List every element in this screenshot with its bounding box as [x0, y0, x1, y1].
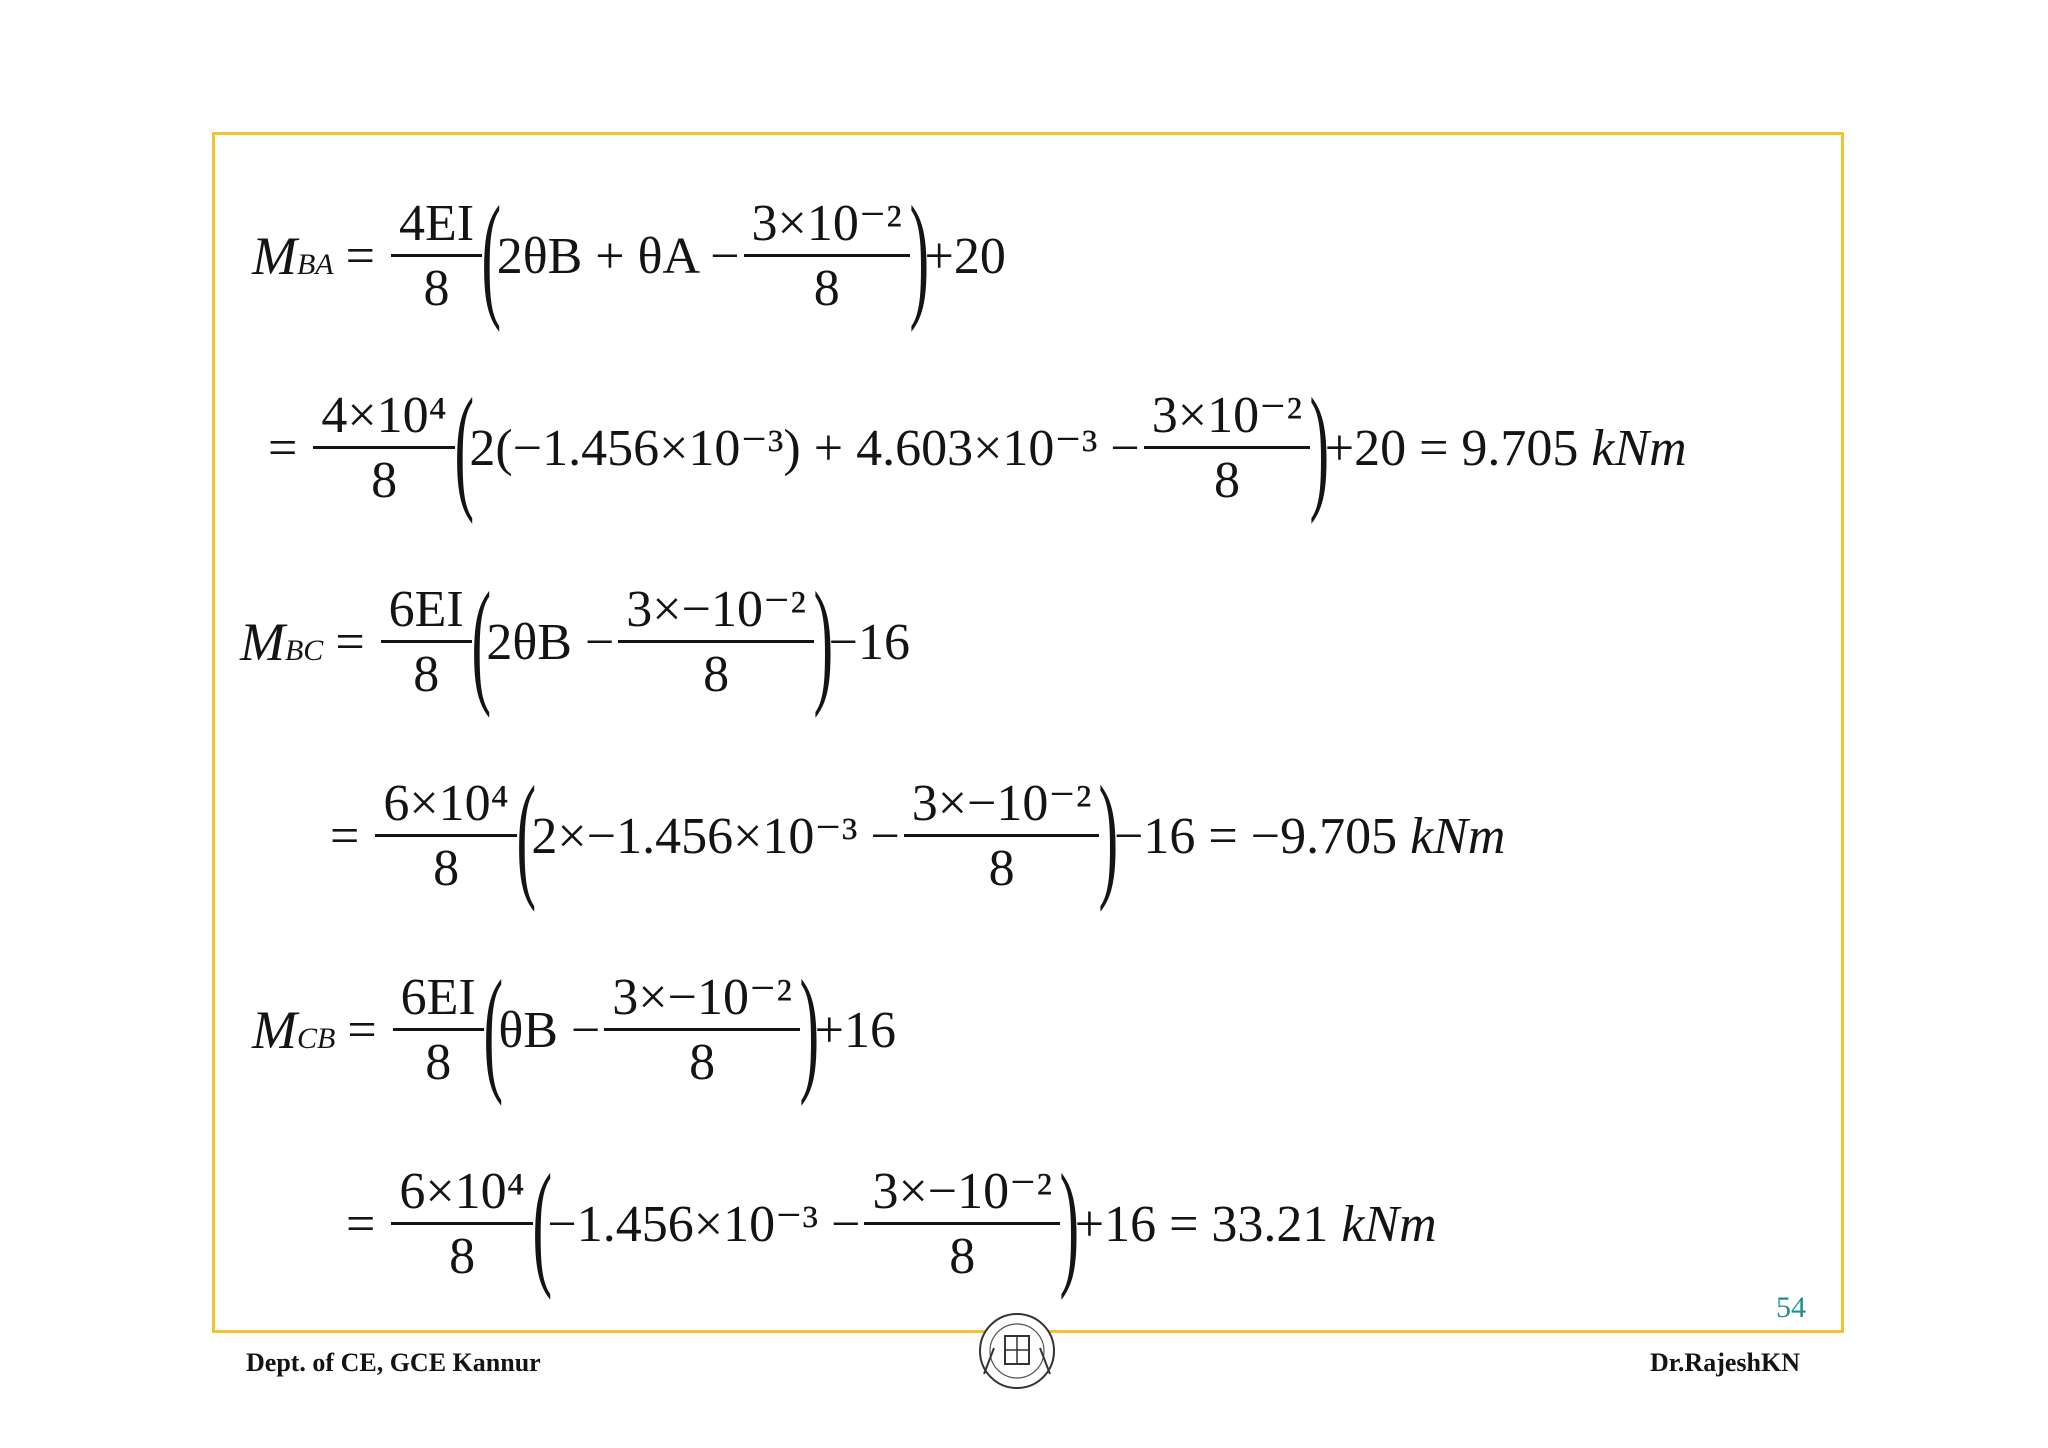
- footer-author: Dr.RajeshKN: [1650, 1348, 1800, 1377]
- settlement-fraction: [618, 580, 814, 703]
- fraction-denominator: 8: [423, 259, 450, 317]
- fraction-denominator: 8: [425, 1033, 452, 1091]
- footer-department: Dept. of CE, GCE Kannur: [246, 1348, 541, 1377]
- page-number: 54: [1776, 1291, 1806, 1324]
- close-paren: ): [813, 564, 834, 719]
- equation-mba-formula: [252, 178, 1006, 333]
- fraction-numerator: 6EI: [381, 584, 472, 643]
- fraction-numerator: 4EI: [391, 198, 482, 257]
- lhs-mcb: [252, 999, 335, 1061]
- close-paren: ): [799, 952, 820, 1107]
- fraction-numerator: 3×10⁻²: [1144, 390, 1310, 449]
- fraction-denominator: 8: [1213, 451, 1240, 509]
- close-paren: ): [1059, 1146, 1080, 1301]
- result: [1325, 419, 1687, 478]
- equals-sign: =: [346, 1195, 376, 1253]
- fraction-numerator: 3×−10⁻²: [618, 584, 814, 643]
- fixed-end-moment: +20: [924, 227, 1006, 285]
- result-value: +16 = 33.21: [1074, 1195, 1329, 1253]
- equals-sign: =: [345, 227, 375, 285]
- close-paren: ): [909, 178, 930, 333]
- fraction-denominator: 8: [689, 1033, 716, 1091]
- equation-mbc-numeric: [318, 758, 1506, 913]
- fixed-end-moment: +16: [814, 1001, 896, 1059]
- fraction-numerator: 3×−10⁻²: [904, 778, 1100, 837]
- result-unit: kNm: [1410, 807, 1506, 865]
- fraction-denominator: 8: [371, 451, 398, 509]
- moment-subscript: BC: [284, 634, 324, 667]
- equals-sign: =: [347, 1001, 377, 1059]
- equals-sign: =: [268, 419, 298, 477]
- fraction-numerator: 3×−10⁻²: [864, 1166, 1060, 1225]
- result-unit: kNm: [1341, 1195, 1437, 1253]
- moment-symbol: M: [240, 612, 285, 672]
- open-paren: (: [532, 1146, 552, 1301]
- bracket-body: θB −: [498, 1001, 601, 1059]
- result-unit: kNm: [1591, 419, 1687, 477]
- result-value: −16 = −9.705: [1114, 807, 1398, 865]
- bracket-body: 2×−1.456×10⁻³ −: [531, 808, 900, 865]
- result: [1075, 1195, 1437, 1254]
- moment-subscript: CB: [296, 1022, 336, 1055]
- moment-symbol: M: [252, 226, 297, 286]
- equals-sign: =: [330, 807, 360, 865]
- equation-mba-numeric: [256, 370, 1687, 525]
- result: [1114, 807, 1505, 866]
- bracket-body: 2θB + θA −: [496, 227, 740, 285]
- stiffness-fraction: [391, 1162, 532, 1285]
- fraction-denominator: 8: [413, 645, 440, 703]
- fraction-numerator: 6EI: [393, 972, 484, 1031]
- fraction-denominator: 8: [703, 645, 730, 703]
- fraction-denominator: 8: [949, 1227, 976, 1285]
- settlement-fraction: [1144, 386, 1310, 509]
- result-value: +20 = 9.705: [1324, 419, 1579, 477]
- open-paren: (: [454, 370, 474, 525]
- fraction-numerator: 6×10⁴: [375, 778, 516, 837]
- settlement-fraction: [864, 1162, 1060, 1285]
- stiffness-fraction: [375, 774, 516, 897]
- fraction-denominator: 8: [433, 839, 460, 897]
- open-paren: (: [471, 564, 491, 719]
- bracket-body: 2(−1.456×10⁻³) + 4.603×10⁻³ −: [469, 420, 1140, 477]
- fixed-end-moment: −16: [828, 613, 910, 671]
- stiffness-fraction: [391, 194, 482, 317]
- settlement-fraction: [904, 774, 1100, 897]
- moment-subscript: BA: [296, 248, 334, 281]
- bracket-body: 2θB −: [486, 613, 615, 671]
- stiffness-fraction: [393, 968, 484, 1091]
- fraction-denominator: 8: [988, 839, 1015, 897]
- bracket-body: −1.456×10⁻³ −: [547, 1196, 861, 1253]
- close-paren: ): [1309, 370, 1330, 525]
- equation-mcb-numeric: [334, 1146, 1437, 1301]
- fraction-numerator: 3×−10⁻²: [604, 972, 800, 1031]
- fraction-numerator: 4×10⁴: [313, 390, 454, 449]
- equation-mcb-formula: [252, 952, 896, 1107]
- stiffness-fraction: [381, 580, 472, 703]
- college-logo: [976, 1308, 1058, 1394]
- equation-mbc-formula: [240, 564, 910, 719]
- fraction-numerator: 3×10⁻²: [744, 198, 910, 257]
- close-paren: ): [1098, 758, 1119, 913]
- open-paren: (: [483, 952, 503, 1107]
- open-paren: (: [481, 178, 502, 333]
- fraction-numerator: 6×10⁴: [391, 1166, 532, 1225]
- fraction-denominator: 8: [813, 259, 840, 317]
- lhs-mba: [252, 225, 334, 287]
- fraction-denominator: 8: [449, 1227, 476, 1285]
- moment-symbol: M: [252, 1000, 297, 1060]
- open-paren: (: [516, 758, 536, 913]
- equals-sign: =: [335, 613, 365, 671]
- settlement-fraction: [744, 194, 910, 317]
- stiffness-fraction: [313, 386, 454, 509]
- lhs-mbc: [240, 611, 323, 673]
- settlement-fraction: [604, 968, 800, 1091]
